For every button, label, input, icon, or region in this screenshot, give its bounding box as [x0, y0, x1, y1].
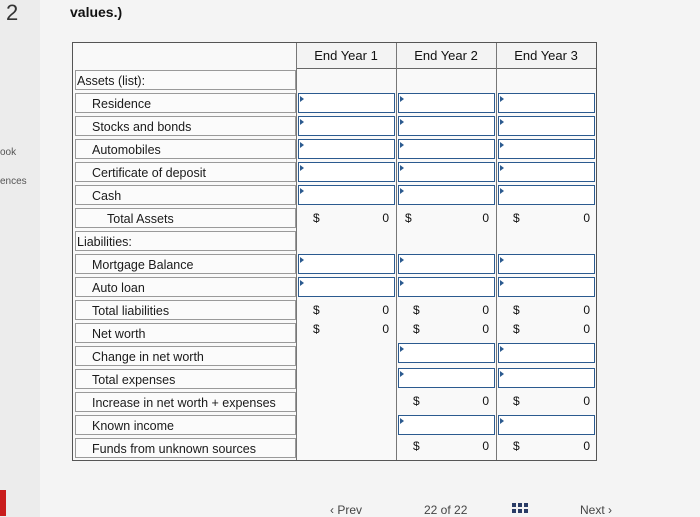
- column-header-year1: End Year 1: [296, 43, 396, 68]
- net-worth-year1-currency: $: [313, 322, 320, 336]
- cash-year1-input[interactable]: [298, 185, 395, 205]
- auto-loan-year1-input[interactable]: [298, 277, 395, 297]
- cd-year2-input[interactable]: [398, 162, 495, 182]
- next-button[interactable]: [580, 503, 612, 517]
- header-divider: [296, 68, 596, 69]
- total-assets-year2-value: 0: [482, 211, 489, 225]
- liabilities-header: Liabilities:: [77, 235, 132, 249]
- row-label-automobiles: Automobiles: [92, 143, 161, 157]
- funds-unknown-year2-currency: $: [413, 439, 420, 453]
- increase-year3-currency: $: [513, 394, 520, 408]
- residence-year3-input[interactable]: [498, 93, 595, 113]
- row-label-increase: Increase in net worth + expenses: [92, 396, 276, 410]
- row-label-known-income: Known income: [92, 419, 174, 433]
- chevron-left-icon: ‹: [330, 503, 334, 517]
- column-divider: [496, 43, 497, 460]
- row-label-auto-loan: Auto loan: [92, 281, 145, 295]
- cd-year1-input[interactable]: [298, 162, 395, 182]
- column-divider: [296, 43, 297, 460]
- total-assets-year2-currency: $: [405, 211, 412, 225]
- mortgage-year2-input[interactable]: [398, 254, 495, 274]
- column-header-year3: End Year 3: [496, 43, 596, 68]
- row-label-net-worth: Net worth: [92, 327, 146, 341]
- residence-year2-input[interactable]: [398, 93, 495, 113]
- net-worth-year3-value: 0: [583, 322, 590, 336]
- page-indicator: 22 of 22: [424, 503, 468, 517]
- row-label-cash: Cash: [92, 189, 122, 203]
- column-header-year2: End Year 2: [396, 43, 496, 68]
- red-indicator: [0, 490, 6, 516]
- grid-view-icon[interactable]: [512, 503, 528, 515]
- left-sidebar: [0, 0, 41, 517]
- known-income-year3-input[interactable]: [498, 415, 595, 435]
- funds-unknown-year3-currency: $: [513, 439, 520, 453]
- row-label-mortgage: Mortgage Balance: [92, 258, 194, 272]
- sidebar-label-book[interactable]: ook: [0, 147, 17, 158]
- step-number: 2: [6, 0, 19, 25]
- row-label-funds-unknown: Funds from unknown sources: [92, 442, 256, 456]
- net-worth-year1-value: 0: [382, 322, 389, 336]
- stocks-year3-input[interactable]: [498, 116, 595, 136]
- total-assets-year3-value: 0: [583, 211, 590, 225]
- net-worth-year2-currency: $: [413, 322, 420, 336]
- net-worth-table: [72, 42, 597, 461]
- net-worth-year3-currency: $: [513, 322, 520, 336]
- automobiles-year1-input[interactable]: [298, 139, 395, 159]
- total-expenses-year3-input[interactable]: [498, 368, 595, 388]
- cd-year3-input[interactable]: [498, 162, 595, 182]
- total-expenses-year2-input[interactable]: [398, 368, 495, 388]
- total-liabilities-year1-value: 0: [382, 303, 389, 317]
- auto-loan-year2-input[interactable]: [398, 277, 495, 297]
- chevron-right-icon: ›: [608, 503, 613, 517]
- stocks-year1-input[interactable]: [298, 116, 395, 136]
- row-label-change-net-worth: Change in net worth: [92, 350, 204, 364]
- total-liabilities-year2-currency: $: [413, 303, 420, 317]
- row-label-total-liabilities: Total liabilities: [92, 304, 170, 318]
- increase-year2-value: 0: [482, 394, 489, 408]
- known-income-year2-input[interactable]: [398, 415, 495, 435]
- total-liabilities-year1-currency: $: [313, 303, 320, 317]
- auto-loan-year3-input[interactable]: [498, 277, 595, 297]
- net-worth-year2-value: 0: [482, 322, 489, 336]
- increase-year3-value: 0: [583, 394, 590, 408]
- row-label-residence: Residence: [92, 97, 152, 111]
- row-label-total-assets: Total Assets: [107, 212, 174, 226]
- change-net-worth-year3-input[interactable]: [498, 343, 595, 363]
- automobiles-year2-input[interactable]: [398, 139, 495, 159]
- change-net-worth-year2-input[interactable]: [398, 343, 495, 363]
- total-assets-year3-currency: $: [513, 211, 520, 225]
- stocks-year2-input[interactable]: [398, 116, 495, 136]
- total-assets-year1-currency: $: [313, 211, 320, 225]
- row-label-certificate-deposit: Certificate of deposit: [92, 166, 206, 180]
- column-divider: [396, 43, 397, 460]
- cash-year2-input[interactable]: [398, 185, 495, 205]
- prev-button[interactable]: [330, 503, 362, 517]
- next-label: Next: [580, 503, 605, 517]
- sidebar-label-references[interactable]: ences: [0, 176, 27, 187]
- mortgage-year1-input[interactable]: [298, 254, 395, 274]
- instruction-heading: values.): [70, 4, 123, 20]
- total-liabilities-year2-value: 0: [482, 303, 489, 317]
- prev-label: Prev: [337, 503, 363, 517]
- row-label-stocks-bonds: Stocks and bonds: [92, 120, 192, 134]
- total-assets-year1-value: 0: [382, 211, 389, 225]
- assets-header: Assets (list):: [77, 74, 146, 88]
- increase-year2-currency: $: [413, 394, 420, 408]
- residence-year1-input[interactable]: [298, 93, 395, 113]
- funds-unknown-year2-value: 0: [482, 439, 489, 453]
- automobiles-year3-input[interactable]: [498, 139, 595, 159]
- row-label-total-expenses: Total expenses: [92, 373, 176, 387]
- mortgage-year3-input[interactable]: [498, 254, 595, 274]
- cash-year3-input[interactable]: [498, 185, 595, 205]
- total-liabilities-year3-currency: $: [513, 303, 520, 317]
- total-liabilities-year3-value: 0: [583, 303, 590, 317]
- funds-unknown-year3-value: 0: [583, 439, 590, 453]
